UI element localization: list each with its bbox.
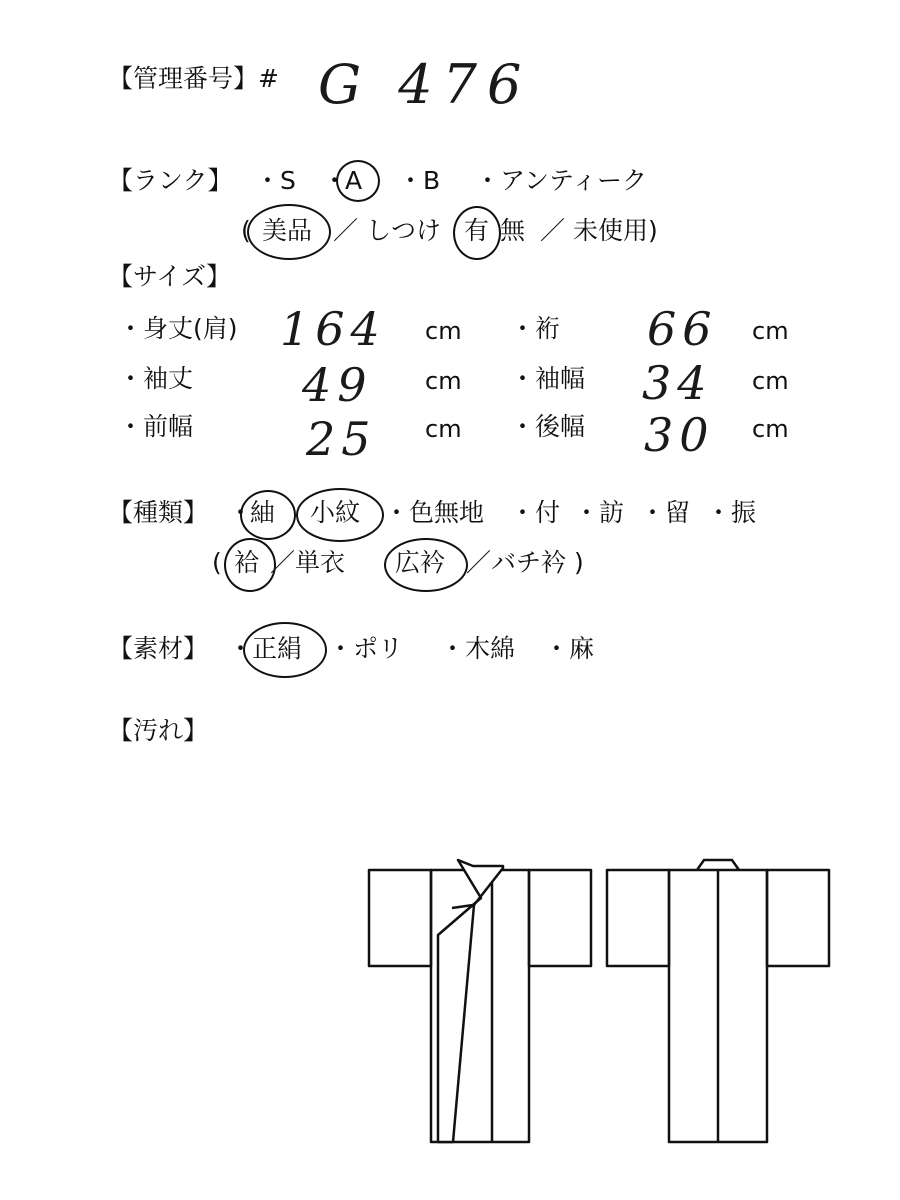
size-row2-left-value: 49 [302, 358, 373, 412]
unused-label: ／ 未使用) [540, 216, 658, 245]
rank-option-antique: ・アンティーク [475, 166, 648, 195]
rank-option-s: ・S [255, 166, 296, 195]
size-row3-right-unit: cm [752, 415, 789, 443]
type-awase: 袷 [234, 548, 260, 577]
type-bachieri: ／バチ衿 ) [466, 548, 584, 577]
rank-option-b: ・B [398, 166, 441, 195]
size-row1-right-value: 66 [647, 302, 718, 356]
size-row2-right-label: ・袖幅 [510, 364, 586, 393]
type-komon: 小紋 [310, 498, 361, 527]
type-dot: ・ [228, 498, 254, 527]
size-row2-right-unit: cm [752, 367, 789, 395]
front-right-sleeve [529, 870, 591, 966]
size-row1-right-label: ・裄 [510, 314, 561, 343]
rank-option-dot: ・ [322, 166, 348, 195]
material-dot: ・ [228, 634, 254, 663]
condition-mint: 美品 [262, 216, 313, 245]
material-cotton: ・木綿 [440, 634, 516, 663]
basting-yes: 有 [464, 216, 490, 245]
type-open-paren: ( [212, 548, 222, 577]
type-label: 【種類】 [108, 498, 209, 527]
back-collar [697, 860, 739, 870]
size-row3-left-value: 25 [306, 412, 377, 466]
type-iromuji: ・色無地 [384, 498, 485, 527]
size-row1-right-unit: cm [752, 317, 789, 345]
size-row3-right-label: ・後幅 [510, 412, 586, 441]
front-left-sleeve [369, 870, 431, 966]
rank-label: 【ランク】 [108, 166, 233, 195]
management-number-label: 【管理番号】# [108, 64, 279, 93]
size-row1-left-label: ・身丈(肩) [118, 314, 238, 343]
material-silk: 正絹 [252, 634, 303, 663]
size-row1-left-unit: cm [425, 317, 462, 345]
rank-option-a: A [345, 166, 363, 195]
size-label: 【サイズ】 [108, 262, 232, 291]
kimono-back-diagram [607, 860, 829, 1142]
size-row3-right-value: 30 [644, 408, 715, 462]
size-row2-left-unit: cm [425, 367, 462, 395]
back-right-sleeve [767, 870, 829, 966]
basting-label: ／ しつけ [333, 216, 441, 245]
type-hitoe: ／単衣 [270, 548, 346, 577]
size-row3-left-label: ・前幅 [118, 412, 194, 441]
type-furisode: ・振 [706, 498, 757, 527]
type-hiroeri: 広衿 [395, 548, 446, 577]
material-label: 【素材】 [108, 634, 209, 663]
type-houmongi: ・訪 [574, 498, 625, 527]
back-left-sleeve [607, 870, 669, 966]
type-tsumugi: 紬 [250, 498, 276, 527]
type-tsukesage: ・付 [510, 498, 561, 527]
type-tomesode: ・留 [640, 498, 691, 527]
material-poly: ・ポリ [328, 634, 404, 663]
size-row2-left-label: ・袖丈 [118, 364, 194, 393]
kimono-front-diagram [369, 860, 591, 1142]
size-row1-left-value: 164 [280, 302, 386, 356]
size-row2-right-value: 34 [642, 356, 713, 410]
management-number-value: G 476 [318, 53, 532, 116]
condition-open-paren: ( [241, 216, 251, 245]
basting-no: 無 [500, 216, 526, 245]
material-hemp: ・麻 [544, 634, 595, 663]
stains-label: 【汚れ】 [108, 716, 209, 745]
size-row3-left-unit: cm [425, 415, 462, 443]
